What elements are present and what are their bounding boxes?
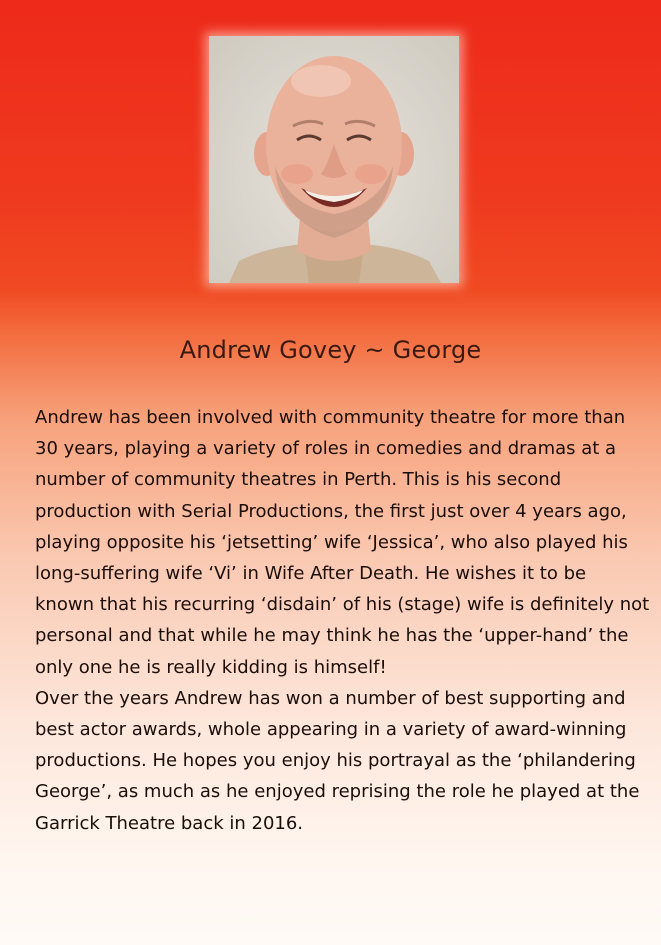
bio-line: playing opposite his ‘jetsetting’ wife ‘Jessica’, who also played his	[35, 531, 628, 553]
bio-line: George’, as much as he enjoyed reprising the role he played at the	[35, 781, 640, 803]
portrait-icon	[209, 36, 459, 283]
bio-line: Over the years Andrew has won a number of best supporting and	[35, 687, 626, 709]
bio-line: Garrick Theatre back in 2016.	[35, 812, 304, 834]
bio-line: number of community theatres in Perth. This is his second	[35, 469, 562, 491]
actor-name-heading: Andrew Govey ~ George	[179, 336, 482, 364]
bio-line: production with Serial Productions, the first just over 4 years ago,	[35, 500, 627, 522]
bio-line: 30 years, playing a variety of roles in comedies and dramas at a	[35, 438, 617, 460]
bio-line: long-suffering wife ‘Vi’ in Wife After Death. He wishes it to be	[35, 563, 587, 585]
bio-line: best actor awards, whole appearing in a variety of award-winning	[35, 719, 627, 741]
actor-biography	[35, 402, 650, 839]
bio-line: only one he is really kidding is himself!	[35, 656, 387, 678]
bio-line: productions. He hopes you enjoy his portrayal as the ‘philandering	[35, 750, 636, 772]
bio-line: known that his recurring ‘disdain’ of his (stage) wife is definitely not	[35, 594, 650, 616]
actor-portrait-photo	[209, 36, 459, 283]
bio-line: personal and that while he may think he has the ‘upper-hand’ the	[35, 625, 629, 647]
bio-line: Andrew has been involved with community theatre for more than	[35, 407, 626, 428]
